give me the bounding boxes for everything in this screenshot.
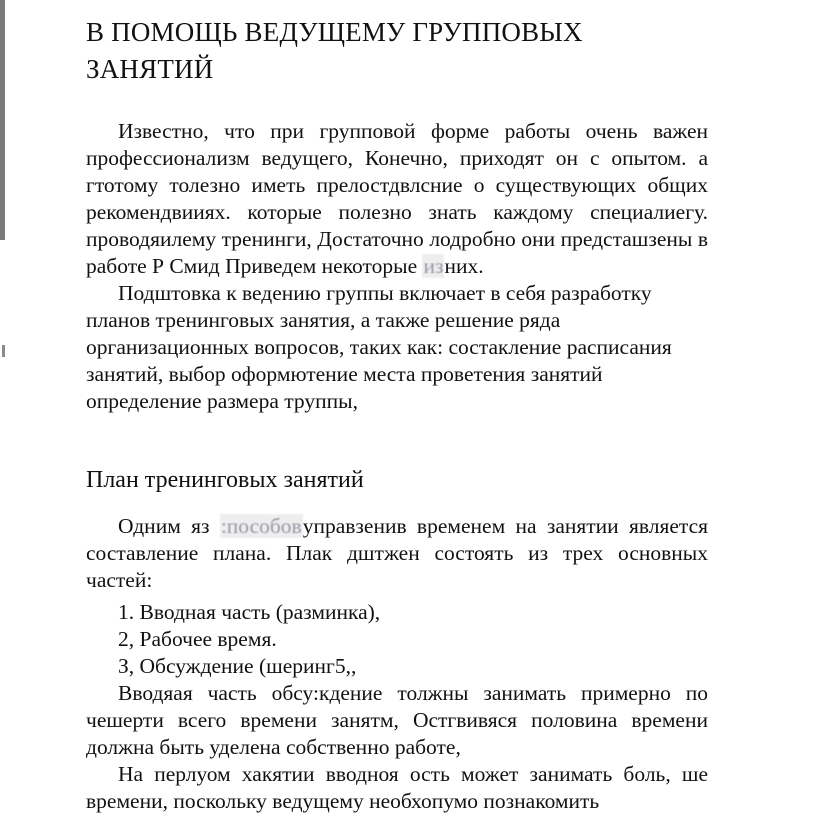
paragraph-plan-start: Одним яз [118,514,220,538]
paragraph-intro-text: Известно, что при групповой форме работы очень важен профессионализм ведущего, Конечно, приходят он с опытом. а гтотому толезно иметь прелостдвлсние о существующих общих рекомендвииях. которые полезно знать каждому специалиегу. проводяилему тренинги, Достаточно лодробно они предсташзены в работе Р Смид Приведем некоторые [86,119,708,278]
list-item: З, Обсуждение (шеринг5,, [118,654,357,678]
paragraph-plan [86,513,708,594]
scan-edge-mark [0,0,5,240]
document-page [86,14,708,815]
list-item: 2, Рабочее время. [118,627,277,651]
list-item: 1. Вводная часть (разминка), [118,600,381,624]
paragraph-first-session: На перлуом хакятии вводноя ость может занимать боль, ше времени, поскольку ведущему необхопумо познакомить [86,762,708,813]
paragraph-plan-rest: управзенив временем на занятии является составление плана. Плак дштжен состоять из трех основных частей: [86,514,708,592]
blurred-word: :пособов [220,514,302,538]
paragraph-intro [86,118,708,280]
scan-edge-tick [2,345,5,357]
paragraph-intro-tail: них. [444,254,484,278]
document-title: В ПОМОЩЬ ВЕДУЩЕМУ ГРУППОВЫХ ЗАНЯТИЙ [86,17,583,84]
paragraph-preparation: Подштовка к ведению группы включает в себя разработку планов тренинговых занятия, а также решение ряда организационных вопросов, таких как: состакление расписания занятий, выбор оформютение места проветения занятий определение размера труппы, [86,281,672,413]
paragraph-intro-part: Вводяая часть обсу:кдение толжны занимать примерно по чешерти всего времени занятм, Остгвивяся половина времени должна быть уделена собственно работе, [86,681,708,759]
blurred-word: из [423,254,444,278]
section-heading: План тренинговых занятий [86,467,364,493]
